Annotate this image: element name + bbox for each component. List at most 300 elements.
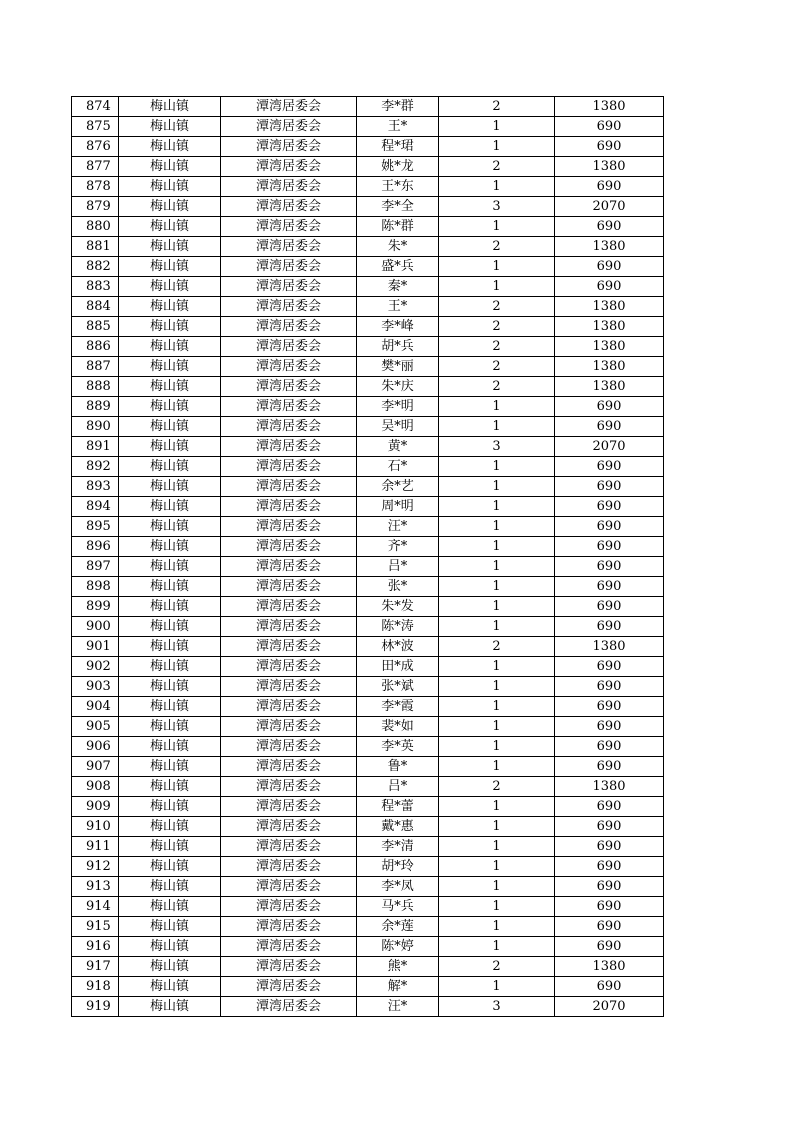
row-number-cell: 874 (72, 97, 119, 117)
count-cell: 1 (439, 117, 555, 137)
table-row (72, 697, 664, 717)
row-number-cell: 899 (72, 597, 119, 617)
name-cell: 程*珺 (357, 137, 439, 157)
table-row (72, 557, 664, 577)
table-row (72, 357, 664, 377)
committee-cell: 潭湾居委会 (221, 497, 357, 517)
name-cell: 齐* (357, 537, 439, 557)
committee-cell: 潭湾居委会 (221, 357, 357, 377)
committee-cell: 潭湾居委会 (221, 457, 357, 477)
amount-cell: 1380 (555, 377, 664, 397)
row-number-cell: 890 (72, 417, 119, 437)
count-cell: 3 (439, 197, 555, 217)
name-cell: 王* (357, 297, 439, 317)
town-cell: 梅山镇 (119, 717, 221, 737)
town-cell: 梅山镇 (119, 817, 221, 837)
name-cell: 秦* (357, 277, 439, 297)
amount-cell: 1380 (555, 777, 664, 797)
table-row (72, 777, 664, 797)
count-cell: 1 (439, 877, 555, 897)
town-cell: 梅山镇 (119, 977, 221, 997)
table-row (72, 977, 664, 997)
row-number-cell: 903 (72, 677, 119, 697)
town-cell: 梅山镇 (119, 477, 221, 497)
count-cell: 2 (439, 337, 555, 357)
count-cell: 1 (439, 697, 555, 717)
row-number-cell: 884 (72, 297, 119, 317)
town-cell: 梅山镇 (119, 397, 221, 417)
amount-cell: 1380 (555, 357, 664, 377)
name-cell: 胡*兵 (357, 337, 439, 357)
name-cell: 陈*涛 (357, 617, 439, 637)
count-cell: 1 (439, 177, 555, 197)
row-number-cell: 882 (72, 257, 119, 277)
amount-cell: 690 (555, 417, 664, 437)
table-row (72, 577, 664, 597)
amount-cell: 690 (555, 577, 664, 597)
town-cell: 梅山镇 (119, 577, 221, 597)
amount-cell: 690 (555, 817, 664, 837)
count-cell: 1 (439, 417, 555, 437)
town-cell: 梅山镇 (119, 657, 221, 677)
amount-cell: 690 (555, 757, 664, 777)
count-cell: 1 (439, 797, 555, 817)
amount-cell: 2070 (555, 997, 664, 1017)
row-number-cell: 895 (72, 517, 119, 537)
town-cell: 梅山镇 (119, 857, 221, 877)
town-cell: 梅山镇 (119, 317, 221, 337)
count-cell: 3 (439, 437, 555, 457)
count-cell: 2 (439, 97, 555, 117)
row-number-cell: 892 (72, 457, 119, 477)
committee-cell: 潭湾居委会 (221, 257, 357, 277)
row-number-cell: 915 (72, 917, 119, 937)
row-number-cell: 897 (72, 557, 119, 577)
row-number-cell: 904 (72, 697, 119, 717)
committee-cell: 潭湾居委会 (221, 877, 357, 897)
name-cell: 李*明 (357, 397, 439, 417)
name-cell: 李*峰 (357, 317, 439, 337)
town-cell: 梅山镇 (119, 137, 221, 157)
table-row (72, 517, 664, 537)
amount-cell: 690 (555, 717, 664, 737)
count-cell: 1 (439, 937, 555, 957)
table-row (72, 197, 664, 217)
table-row (72, 617, 664, 637)
town-cell: 梅山镇 (119, 417, 221, 437)
name-cell: 鲁* (357, 757, 439, 777)
name-cell: 解* (357, 977, 439, 997)
table-row (72, 997, 664, 1017)
amount-cell: 690 (555, 477, 664, 497)
count-cell: 1 (439, 477, 555, 497)
count-cell: 1 (439, 577, 555, 597)
amount-cell: 690 (555, 117, 664, 137)
table-row (72, 897, 664, 917)
row-number-cell: 908 (72, 777, 119, 797)
town-cell: 梅山镇 (119, 797, 221, 817)
row-number-cell: 896 (72, 537, 119, 557)
committee-cell: 潭湾居委会 (221, 717, 357, 737)
committee-cell: 潭湾居委会 (221, 617, 357, 637)
amount-cell: 690 (555, 737, 664, 757)
row-number-cell: 917 (72, 957, 119, 977)
name-cell: 吕* (357, 777, 439, 797)
town-cell: 梅山镇 (119, 217, 221, 237)
amount-cell: 690 (555, 657, 664, 677)
committee-cell: 潭湾居委会 (221, 917, 357, 937)
town-cell: 梅山镇 (119, 697, 221, 717)
amount-cell: 690 (555, 877, 664, 897)
name-cell: 李*霞 (357, 697, 439, 717)
row-number-cell: 889 (72, 397, 119, 417)
row-number-cell: 919 (72, 997, 119, 1017)
amount-cell: 1380 (555, 317, 664, 337)
amount-cell: 690 (555, 537, 664, 557)
town-cell: 梅山镇 (119, 157, 221, 177)
count-cell: 1 (439, 277, 555, 297)
committee-cell: 潭湾居委会 (221, 537, 357, 557)
amount-cell: 690 (555, 497, 664, 517)
town-cell: 梅山镇 (119, 257, 221, 277)
name-cell: 黄* (357, 437, 439, 457)
row-number-cell: 918 (72, 977, 119, 997)
table-row (72, 717, 664, 737)
amount-cell: 690 (555, 137, 664, 157)
committee-cell: 潭湾居委会 (221, 677, 357, 697)
row-number-cell: 913 (72, 877, 119, 897)
row-number-cell: 875 (72, 117, 119, 137)
row-number-cell: 909 (72, 797, 119, 817)
committee-cell: 潭湾居委会 (221, 397, 357, 417)
town-cell: 梅山镇 (119, 197, 221, 217)
count-cell: 1 (439, 517, 555, 537)
amount-cell: 690 (555, 917, 664, 937)
row-number-cell: 886 (72, 337, 119, 357)
table-row (72, 377, 664, 397)
committee-cell: 潭湾居委会 (221, 697, 357, 717)
table-row (72, 657, 664, 677)
count-cell: 1 (439, 657, 555, 677)
name-cell: 李*清 (357, 837, 439, 857)
count-cell: 1 (439, 257, 555, 277)
name-cell: 李*英 (357, 737, 439, 757)
count-cell: 1 (439, 717, 555, 737)
committee-cell: 潭湾居委会 (221, 937, 357, 957)
committee-cell: 潭湾居委会 (221, 137, 357, 157)
town-cell: 梅山镇 (119, 97, 221, 117)
committee-cell: 潭湾居委会 (221, 977, 357, 997)
amount-cell: 690 (555, 857, 664, 877)
count-cell: 1 (439, 537, 555, 557)
town-cell: 梅山镇 (119, 917, 221, 937)
name-cell: 盛*兵 (357, 257, 439, 277)
committee-cell: 潭湾居委会 (221, 197, 357, 217)
table-row (72, 637, 664, 657)
data-table (71, 96, 664, 1017)
committee-cell: 潭湾居委会 (221, 417, 357, 437)
name-cell: 吕* (357, 557, 439, 577)
committee-cell: 潭湾居委会 (221, 177, 357, 197)
table-row (72, 437, 664, 457)
town-cell: 梅山镇 (119, 637, 221, 657)
count-cell: 2 (439, 377, 555, 397)
amount-cell: 690 (555, 597, 664, 617)
name-cell: 程*蕾 (357, 797, 439, 817)
committee-cell: 潭湾居委会 (221, 737, 357, 757)
row-number-cell: 916 (72, 937, 119, 957)
town-cell: 梅山镇 (119, 177, 221, 197)
committee-cell: 潭湾居委会 (221, 437, 357, 457)
town-cell: 梅山镇 (119, 677, 221, 697)
table-row (72, 677, 664, 697)
committee-cell: 潭湾居委会 (221, 837, 357, 857)
row-number-cell: 905 (72, 717, 119, 737)
count-cell: 1 (439, 217, 555, 237)
town-cell: 梅山镇 (119, 757, 221, 777)
amount-cell: 690 (555, 557, 664, 577)
table-row (72, 917, 664, 937)
name-cell: 樊*丽 (357, 357, 439, 377)
amount-cell: 690 (555, 177, 664, 197)
name-cell: 周*明 (357, 497, 439, 517)
name-cell: 戴*惠 (357, 817, 439, 837)
count-cell: 1 (439, 677, 555, 697)
name-cell: 余*莲 (357, 917, 439, 937)
committee-cell: 潭湾居委会 (221, 657, 357, 677)
row-number-cell: 898 (72, 577, 119, 597)
town-cell: 梅山镇 (119, 277, 221, 297)
name-cell: 李*群 (357, 97, 439, 117)
amount-cell: 1380 (555, 237, 664, 257)
table-body (72, 97, 664, 1017)
town-cell: 梅山镇 (119, 497, 221, 517)
committee-cell: 潭湾居委会 (221, 857, 357, 877)
committee-cell: 潭湾居委会 (221, 297, 357, 317)
amount-cell: 690 (555, 257, 664, 277)
name-cell: 汪* (357, 997, 439, 1017)
name-cell: 王* (357, 117, 439, 137)
row-number-cell: 893 (72, 477, 119, 497)
committee-cell: 潭湾居委会 (221, 477, 357, 497)
amount-cell: 690 (555, 897, 664, 917)
table-row (72, 217, 664, 237)
name-cell: 朱*庆 (357, 377, 439, 397)
table-row (72, 157, 664, 177)
town-cell: 梅山镇 (119, 357, 221, 377)
town-cell: 梅山镇 (119, 737, 221, 757)
committee-cell: 潭湾居委会 (221, 597, 357, 617)
count-cell: 1 (439, 817, 555, 837)
committee-cell: 潭湾居委会 (221, 217, 357, 237)
amount-cell: 690 (555, 677, 664, 697)
count-cell: 1 (439, 617, 555, 637)
amount-cell: 1380 (555, 957, 664, 977)
row-number-cell: 906 (72, 737, 119, 757)
name-cell: 陈*群 (357, 217, 439, 237)
town-cell: 梅山镇 (119, 337, 221, 357)
town-cell: 梅山镇 (119, 877, 221, 897)
table-row (72, 797, 664, 817)
committee-cell: 潭湾居委会 (221, 97, 357, 117)
town-cell: 梅山镇 (119, 837, 221, 857)
count-cell: 2 (439, 777, 555, 797)
count-cell: 1 (439, 597, 555, 617)
committee-cell: 潭湾居委会 (221, 797, 357, 817)
row-number-cell: 902 (72, 657, 119, 677)
amount-cell: 1380 (555, 297, 664, 317)
table-row (72, 317, 664, 337)
name-cell: 李*全 (357, 197, 439, 217)
name-cell: 朱*发 (357, 597, 439, 617)
row-number-cell: 894 (72, 497, 119, 517)
town-cell: 梅山镇 (119, 957, 221, 977)
name-cell: 吴*明 (357, 417, 439, 437)
table-row (72, 957, 664, 977)
count-cell: 1 (439, 557, 555, 577)
table-row (72, 397, 664, 417)
table-row (72, 417, 664, 437)
count-cell: 3 (439, 997, 555, 1017)
committee-cell: 潭湾居委会 (221, 557, 357, 577)
committee-cell: 潭湾居委会 (221, 817, 357, 837)
amount-cell: 2070 (555, 197, 664, 217)
row-number-cell: 912 (72, 857, 119, 877)
count-cell: 1 (439, 917, 555, 937)
row-number-cell: 887 (72, 357, 119, 377)
committee-cell: 潭湾居委会 (221, 117, 357, 137)
count-cell: 1 (439, 137, 555, 157)
table-row (72, 857, 664, 877)
table-row (72, 337, 664, 357)
town-cell: 梅山镇 (119, 597, 221, 617)
row-number-cell: 883 (72, 277, 119, 297)
committee-cell: 潭湾居委会 (221, 577, 357, 597)
town-cell: 梅山镇 (119, 557, 221, 577)
table-row (72, 277, 664, 297)
amount-cell: 690 (555, 937, 664, 957)
town-cell: 梅山镇 (119, 537, 221, 557)
name-cell: 熊* (357, 957, 439, 977)
name-cell: 姚*龙 (357, 157, 439, 177)
amount-cell: 690 (555, 397, 664, 417)
count-cell: 1 (439, 397, 555, 417)
amount-cell: 1380 (555, 637, 664, 657)
table-row (72, 757, 664, 777)
table-row (72, 477, 664, 497)
row-number-cell: 900 (72, 617, 119, 637)
row-number-cell: 891 (72, 437, 119, 457)
name-cell: 朱* (357, 237, 439, 257)
row-number-cell: 910 (72, 817, 119, 837)
count-cell: 1 (439, 837, 555, 857)
row-number-cell: 901 (72, 637, 119, 657)
count-cell: 2 (439, 157, 555, 177)
table-row (72, 597, 664, 617)
committee-cell: 潭湾居委会 (221, 317, 357, 337)
committee-cell: 潭湾居委会 (221, 277, 357, 297)
table-row (72, 237, 664, 257)
amount-cell: 690 (555, 977, 664, 997)
town-cell: 梅山镇 (119, 777, 221, 797)
count-cell: 2 (439, 317, 555, 337)
amount-cell: 690 (555, 217, 664, 237)
count-cell: 1 (439, 977, 555, 997)
committee-cell: 潭湾居委会 (221, 957, 357, 977)
name-cell: 陈*婷 (357, 937, 439, 957)
town-cell: 梅山镇 (119, 437, 221, 457)
town-cell: 梅山镇 (119, 937, 221, 957)
count-cell: 1 (439, 497, 555, 517)
amount-cell: 690 (555, 797, 664, 817)
committee-cell: 潭湾居委会 (221, 517, 357, 537)
name-cell: 林*波 (357, 637, 439, 657)
amount-cell: 690 (555, 617, 664, 637)
count-cell: 2 (439, 637, 555, 657)
table-row (72, 257, 664, 277)
amount-cell: 690 (555, 697, 664, 717)
table-row (72, 837, 664, 857)
town-cell: 梅山镇 (119, 517, 221, 537)
count-cell: 2 (439, 357, 555, 377)
count-cell: 1 (439, 857, 555, 877)
row-number-cell: 888 (72, 377, 119, 397)
count-cell: 2 (439, 957, 555, 977)
name-cell: 李*凤 (357, 877, 439, 897)
town-cell: 梅山镇 (119, 237, 221, 257)
count-cell: 2 (439, 297, 555, 317)
amount-cell: 1380 (555, 97, 664, 117)
table-row (72, 497, 664, 517)
table-row (72, 297, 664, 317)
committee-cell: 潭湾居委会 (221, 337, 357, 357)
row-number-cell: 881 (72, 237, 119, 257)
table-row (72, 537, 664, 557)
count-cell: 1 (439, 737, 555, 757)
committee-cell: 潭湾居委会 (221, 757, 357, 777)
name-cell: 田*成 (357, 657, 439, 677)
row-number-cell: 876 (72, 137, 119, 157)
town-cell: 梅山镇 (119, 897, 221, 917)
amount-cell: 690 (555, 277, 664, 297)
table-row (72, 737, 664, 757)
row-number-cell: 877 (72, 157, 119, 177)
amount-cell: 690 (555, 457, 664, 477)
amount-cell: 2070 (555, 437, 664, 457)
amount-cell: 1380 (555, 157, 664, 177)
row-number-cell: 911 (72, 837, 119, 857)
name-cell: 余*艺 (357, 477, 439, 497)
name-cell: 马*兵 (357, 897, 439, 917)
count-cell: 1 (439, 897, 555, 917)
name-cell: 张* (357, 577, 439, 597)
committee-cell: 潭湾居委会 (221, 997, 357, 1017)
row-number-cell: 914 (72, 897, 119, 917)
table-row (72, 457, 664, 477)
town-cell: 梅山镇 (119, 457, 221, 477)
count-cell: 1 (439, 457, 555, 477)
committee-cell: 潭湾居委会 (221, 377, 357, 397)
name-cell: 王*东 (357, 177, 439, 197)
row-number-cell: 879 (72, 197, 119, 217)
row-number-cell: 885 (72, 317, 119, 337)
table-row (72, 877, 664, 897)
town-cell: 梅山镇 (119, 997, 221, 1017)
row-number-cell: 880 (72, 217, 119, 237)
committee-cell: 潭湾居委会 (221, 777, 357, 797)
name-cell: 裴*如 (357, 717, 439, 737)
table-row (72, 137, 664, 157)
